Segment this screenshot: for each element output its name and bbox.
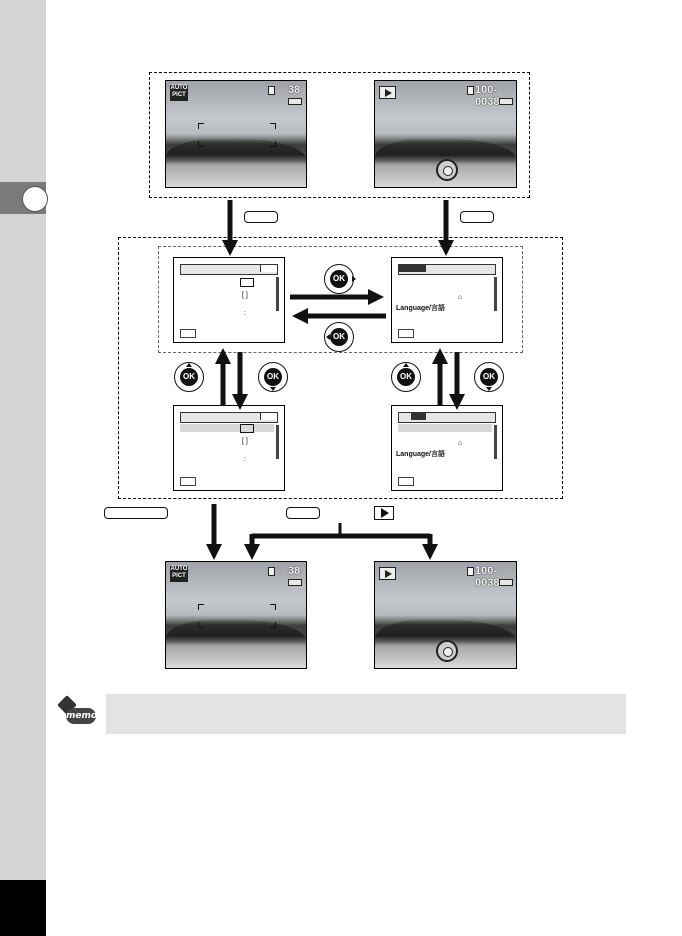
ok-down-button-icon: OK: [474, 362, 504, 392]
menu-value-mark: :: [244, 310, 246, 317]
ok-dir-down: [486, 387, 492, 391]
menu-value-bracket: [ ]: [242, 438, 248, 445]
language-menu-item: Language/言語: [396, 451, 446, 458]
menu-value-mark: :: [244, 456, 246, 463]
ok-dir-left: [326, 334, 330, 340]
shots-remaining-count: 38: [288, 565, 301, 577]
auto-picture-mode-icon: AUTO PICT: [170, 85, 188, 101]
ok-dir-up: [403, 363, 409, 367]
ok-dir-up: [186, 363, 192, 367]
file-number: 100-0038: [475, 565, 500, 589]
home-icon: ⌂: [458, 440, 463, 447]
memo-icon: [60, 698, 96, 728]
ok-down-button-icon: OK: [258, 362, 288, 392]
language-menu-item: Language/言語: [396, 305, 446, 312]
memo-label: memo: [66, 708, 96, 724]
file-number: 100-0038: [475, 84, 500, 108]
ok-dir-down: [270, 387, 276, 391]
home-icon: ⌂: [458, 294, 463, 301]
ok-left-button-icon: OK: [324, 322, 354, 352]
ok-dir-right: [352, 276, 356, 282]
memo-box: [106, 694, 626, 734]
auto-picture-mode-icon: AUTO PICT: [170, 566, 188, 582]
ok-up-button-icon: OK: [174, 362, 204, 392]
menu-value-bracket: [ ]: [242, 292, 248, 299]
shots-remaining-count: 38: [288, 84, 301, 96]
ok-up-button-icon: OK: [391, 362, 421, 392]
ok-right-button-icon: OK: [324, 264, 354, 294]
